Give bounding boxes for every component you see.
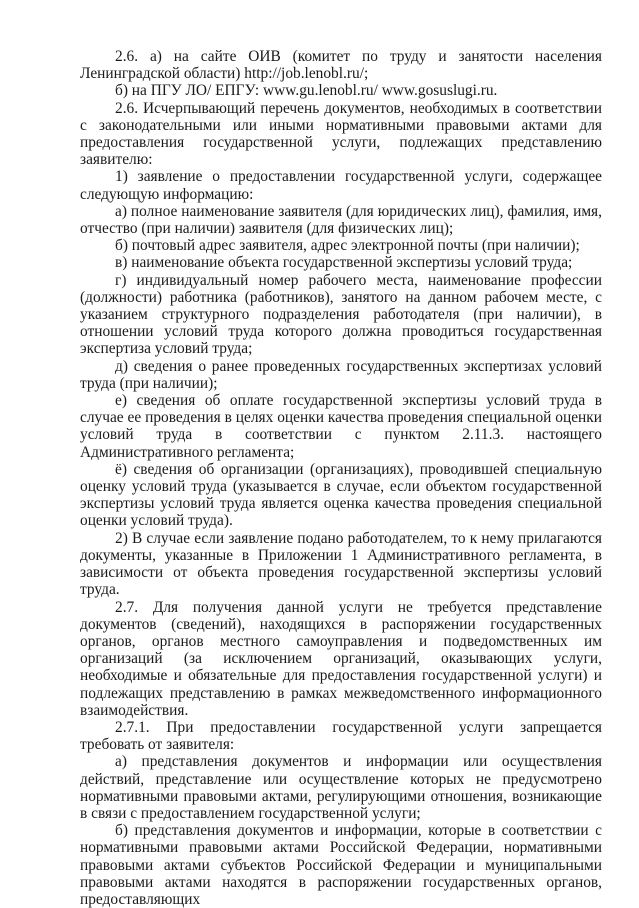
paragraph: а) полное наименование заявителя (для юридических лиц), фамилия, имя, отчество (при наличии) заявителя (для физических лиц); — [80, 202, 602, 238]
paragraph: 2.7.1. При предоставлении государственной услуги запрещается требовать от заявителя: — [80, 718, 602, 754]
paragraph: 2) В случае если заявление подано работодателем, то к нему прилагаются документы, указанные в Приложении 1 Административного регламента, в зависимости от объекта проведения государственной экспертизы условий труда. — [80, 529, 602, 599]
paragraph: г) индивидуальный номер рабочего места, наименование профессии (должности) работника (работников), занятого на данном рабочем месте, с указанием структурного подразделения работодателя (при наличии), в отношении условий труда которого должна проводиться государственная экспертиза условий труда; — [80, 271, 602, 358]
paragraph: д) сведения о ранее проведенных государственных экспертизах условий труда (при наличии); — [80, 357, 602, 392]
paragraph: 2.6. а) на сайте ОИВ (комитет по труду и занятости населения Ленинградской области) http://job.lenobl.ru/; — [80, 48, 602, 83]
paragraph: 2.6. Исчерпывающий перечень документов, необходимых в соответствии с законодательными или иными нормативными правовыми актами для предоставления государственной услуги, подлежащих представлению заявителю: — [80, 99, 602, 169]
paragraph: в) наименование объекта государственной экспертизы условий труда; — [115, 254, 573, 272]
paragraph: б) на ПГУ ЛО/ ЕПГУ: www.gu.lenobl.ru/ www.gosuslugi.ru. — [115, 82, 498, 100]
paragraph: 1) заявление о предоставлении государственной услуги, содержащее следующую информацию: — [80, 168, 602, 203]
paragraph: б) представления документов и информации, которые в соответствии с нормативными правовыми актами Российской Федерации, нормативными правовыми актами субъектов Российской Федерации и муниципальными правовыми актами находятся в распоряжении государственных органов, предоставляющих — [80, 822, 602, 908]
paragraph: а) представления документов и информации или осуществления действий, представление или осуществление которых не предусмотрено нормативными правовыми актами, регулирующими отношения, возникающие в связи с предоставлением государственной услуги; — [80, 753, 602, 822]
document-page — [80, 48, 602, 908]
paragraph: б) почтовый адрес заявителя, адрес электронной почты (при наличии); — [115, 237, 580, 255]
paragraph: ё) сведения об организации (организациях), проводившей специальную оценку условий труда (указывается в случае, если объектом государственной экспертизы условий труда является оценка качества проведения специальной оценки условий труда). — [80, 460, 602, 530]
paragraph: е) сведения об оплате государственной экспертизы условий труда в случае ее проведения в целях оценки качества проведения специальной оценки условий труда в соответствии с пунктом 2.11.3. настоящего Административного регламента; — [80, 392, 602, 461]
paragraph: 2.7. Для получения данной услуги не требуется представление документов (сведений), находящихся в распоряжении государственных органов, органов местного самоуправления и подведомственных им организаций (за исключением организаций, оказывающих услуги, необходимые и обязательные для предоставления государственной услуги) и подлежащих представлению в рамках межведомственного информационного взаимодействия. — [80, 598, 602, 719]
